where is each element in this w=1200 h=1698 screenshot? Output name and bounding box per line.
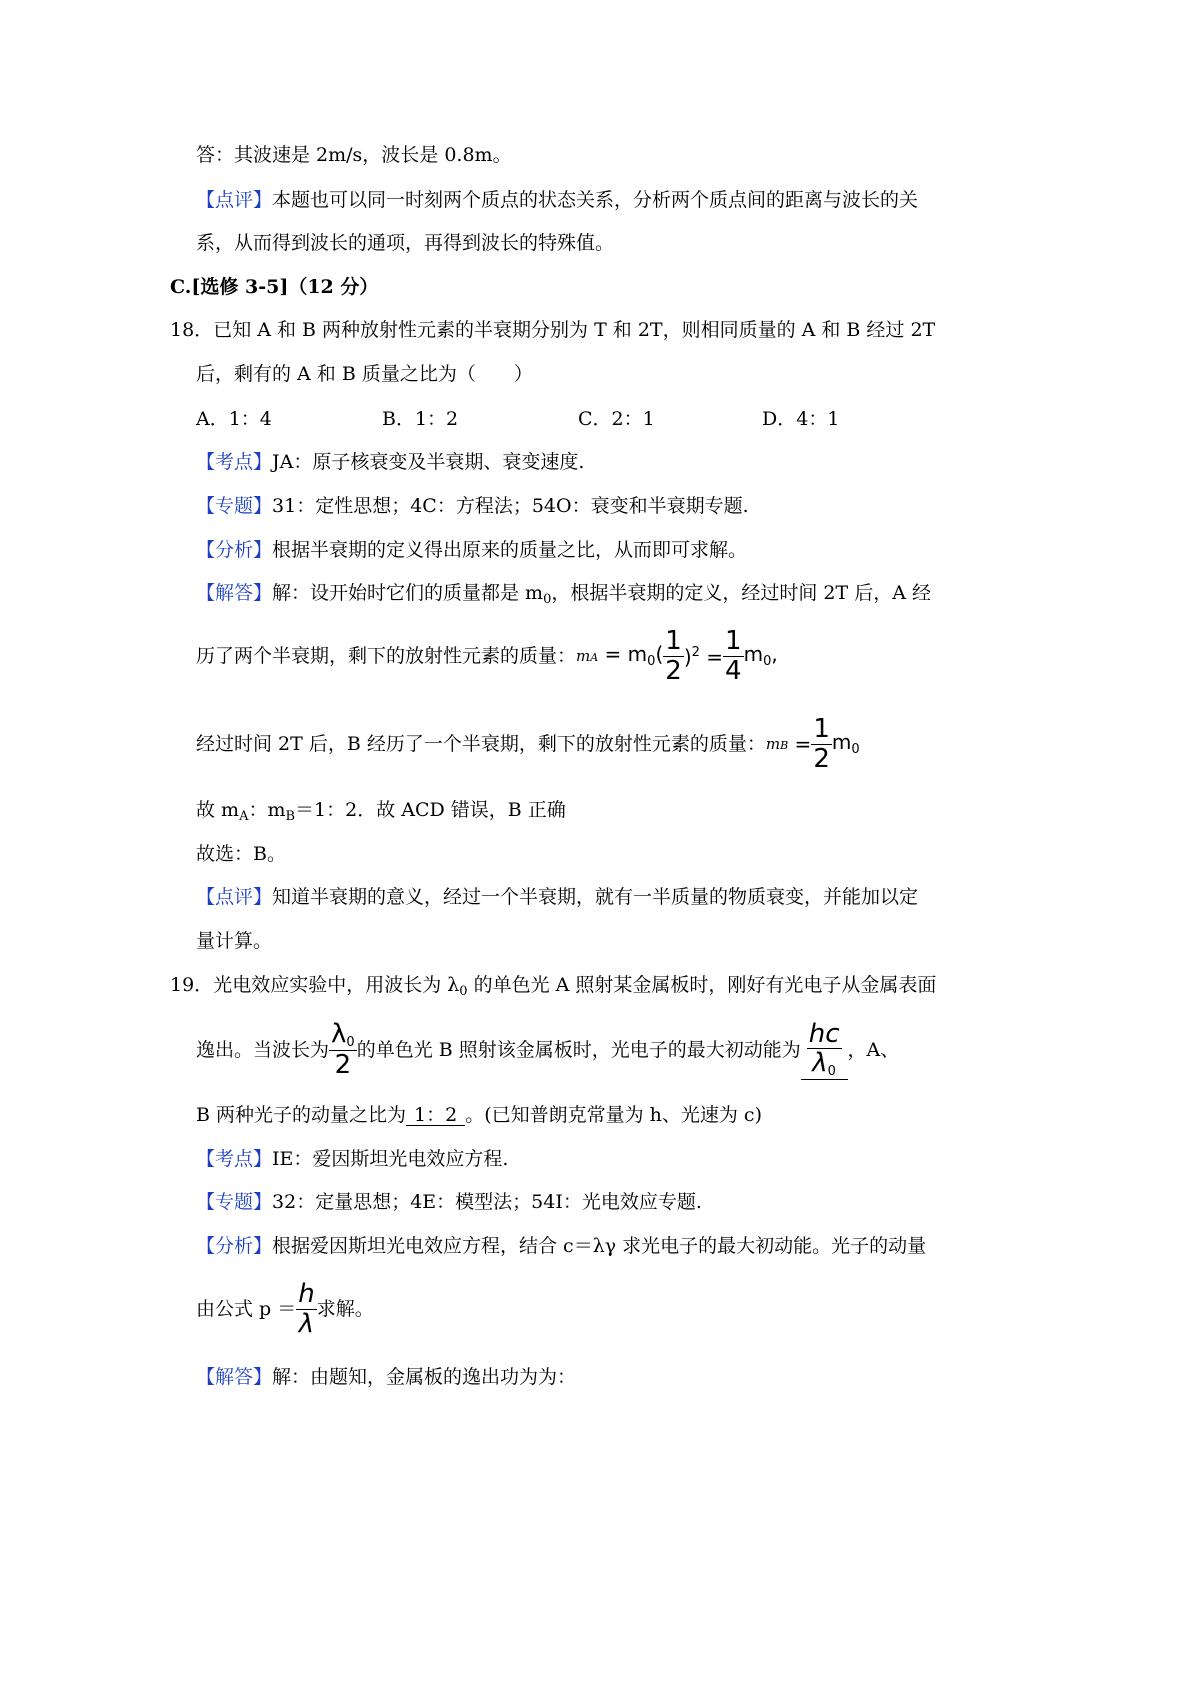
q18-fenxi: 【分析】根据半衰期的定义得出原来的质量之比，从而即可求解。 <box>196 539 748 561</box>
q18-stem-line2: 后，剩有的 A 和 B 质量之比为（ ） <box>196 363 533 385</box>
q18-ratio: 故 $m_A$：$m_B=1$：2．故 ACD 错误，B 正确 <box>196 799 566 824</box>
q19-zhuanti: 【专题】32：定量思想；4E：模型法；54I：光电效应专题. <box>196 1191 702 1213</box>
q17-comment-line2: 系，从而得到波长的通项，再得到波长的特殊值。 <box>196 232 615 254</box>
q18-zhuanti: 【专题】31：定性思想；4C：方程法；54O：衰变和半衰期专题. <box>196 495 749 517</box>
q18-formula-b-line: 经过时间 2T 后，B 经历了一个半衰期，剩下的放射性元素的质量： mB = $\frac{1}{2}$ $m_0$ <box>196 713 860 774</box>
fraction-lambda0-over-2: $\frac{\lambda_0}{2}$ <box>331 1019 355 1081</box>
q19-stem-line2: 逸出。当波长为 $\frac{\lambda_0}{2}$ 的单色光 B 照射该金属板时，光电子的最大初动能为 $\frac{hc}{\lambda_0}$ ，A、 <box>196 1018 900 1081</box>
fraction-one-half: $\frac{1}{2}$ <box>813 713 830 774</box>
q19-stem-line3: B 两种光子的动量之比为 1：2 。(已知普朗克常量为 h、光速为 c) <box>196 1104 762 1126</box>
answer-blank-energy: $\frac{hc}{\lambda_0}$ <box>801 1020 848 1081</box>
fraction-one-quarter: $\frac{1}{4}$ <box>725 625 742 686</box>
q19-kaodian: 【考点】IE：爱因斯坦光电效应方程. <box>196 1148 509 1170</box>
q18-comment-line2: 量计算。 <box>196 930 273 952</box>
q18-stem-line1: 18．已知 A 和 B 两种放射性元素的半衰期分别为 T 和 2T，则相同质量的 A 和 B 经过 2T <box>170 319 936 341</box>
q18-comment-line1: 【点评】知道半衰期的意义，经过一个半衰期，就有一半质量的物质衰变，并能加以定 <box>196 886 919 908</box>
fraction-h-over-lambda: $\frac{h}{\lambda}$ <box>298 1278 315 1339</box>
math-mA: mA <box>576 646 599 665</box>
q17-answer: 答：其波速是 2m/s，波长是 0.8m。 <box>196 144 512 166</box>
q19-stem-line1: 19．光电效应实验中，用波长为 $\lambda_0$ 的单色光 A 照射某金属板时，刚好有光电子从金属表面 <box>170 974 937 999</box>
section-heading: C.[选修 3-5]（12 分） <box>170 276 379 298</box>
q19-fenxi: 【分析】根据爱因斯坦光电效应方程，结合 c＝λγ 求光电子的最大初动能。光子的动量 <box>196 1235 927 1257</box>
q19-jieda: 【解答】解：由题知，金属板的逸出功为为： <box>196 1366 577 1388</box>
q18-choose: 故选：B。 <box>196 843 286 865</box>
q18-jieda-line1: 【解答】解：设开始时它们的质量都是 $m_0$，根据半衰期的定义，经过时间 2T 后，A 经 <box>196 582 931 607</box>
q18-kaodian: 【考点】JA：原子核衰变及半衰期、衰变速度. <box>196 451 585 473</box>
q18-option-d: D．4：1 <box>762 408 840 430</box>
q19-fenxi-line2: 由公式 p ＝ $\frac{h}{\lambda}$ 求解。 <box>196 1278 374 1339</box>
q18-option-c: C．2：1 <box>578 408 655 430</box>
fraction-one-half: $\frac{1}{2}$ <box>665 625 682 686</box>
math-mB: mB <box>765 734 789 753</box>
q18-formula-a-line: 历了两个半衰期，剩下的放射性元素的质量： mA = $m_0$( $\frac{1}{2}$ )$^2$ = $\frac{1}{4}$ $m_0$, <box>196 625 778 686</box>
q18-option-b: B．1：2 <box>382 408 459 430</box>
answer-blank-ratio: 1：2 <box>406 1106 465 1126</box>
comment-tag: 【点评】 <box>196 189 273 211</box>
q18-option-a: A．1：4 <box>196 408 272 430</box>
q17-comment-line1: 【点评】本题也可以同一时刻两个质点的状态关系，分析两个质点间的距离与波长的关 <box>196 189 919 211</box>
